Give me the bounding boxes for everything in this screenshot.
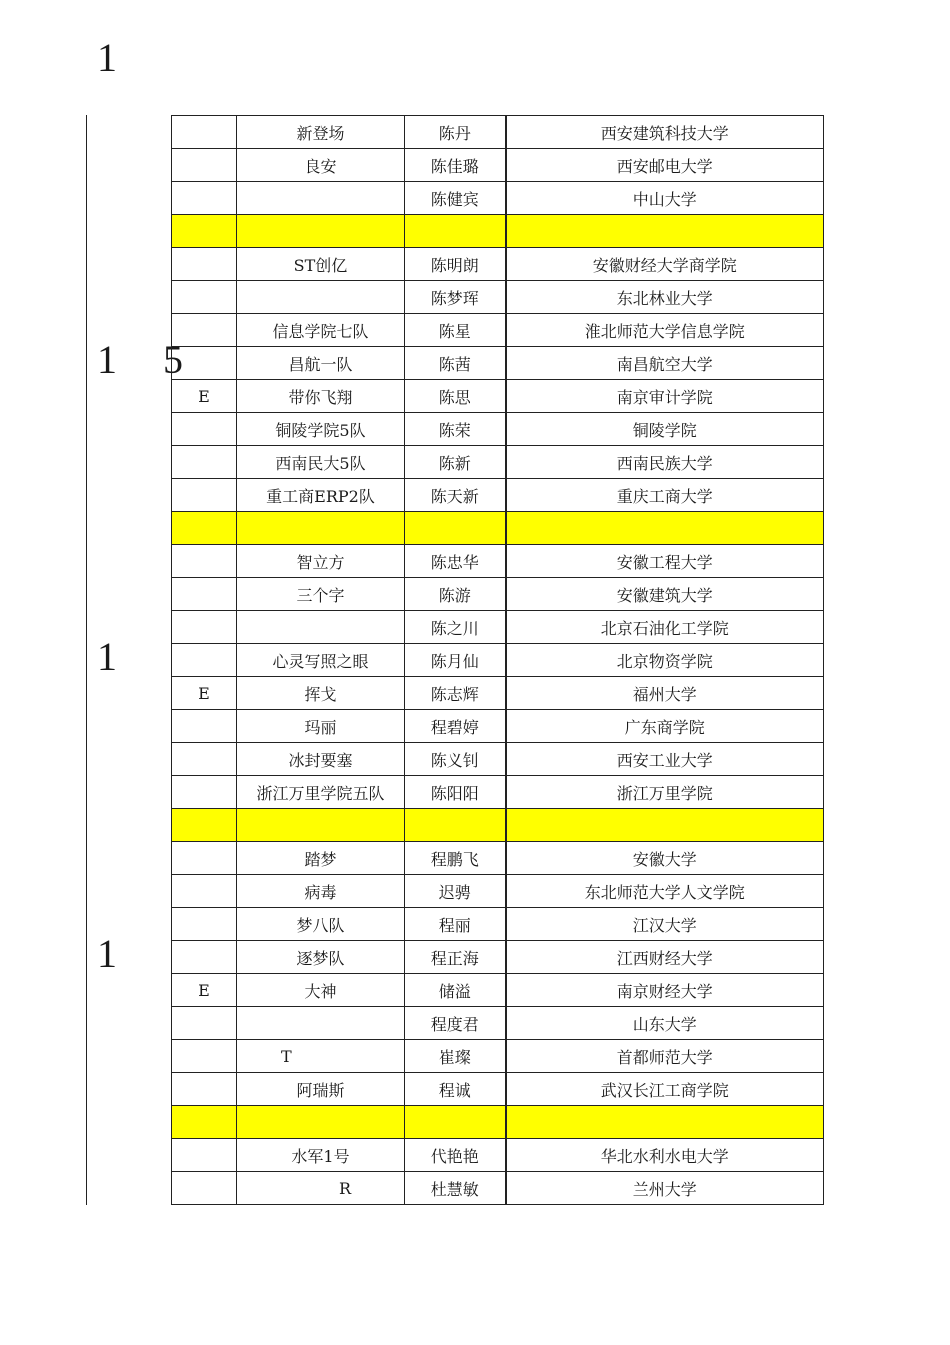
separator-cell <box>237 512 405 545</box>
table-row <box>172 842 824 875</box>
school-cell: 安徽建筑大学 <box>506 578 824 611</box>
table-row <box>172 281 824 314</box>
team-cell: 重工商ERP2队 <box>237 479 405 512</box>
team-cell: 玛丽 <box>237 710 405 743</box>
school-cell: 武汉长江工商学院 <box>506 1073 824 1106</box>
mark-cell <box>172 545 237 578</box>
school-cell: 西安建筑科技大学 <box>506 116 824 149</box>
separator-cell <box>506 809 824 842</box>
school-cell: 安徽大学 <box>506 842 824 875</box>
table-row <box>172 1073 824 1106</box>
team-cell: 铜陵学院5队 <box>237 413 405 446</box>
name-cell: 陈之川 <box>405 611 506 644</box>
table-row <box>172 743 824 776</box>
separator-cell <box>405 809 506 842</box>
group-label-2: 5 <box>163 337 183 382</box>
name-cell: 陈新 <box>405 446 506 479</box>
school-cell: 首都师范大学 <box>506 1040 824 1073</box>
name-cell: 陈茜 <box>405 347 506 380</box>
name-cell: 陈义钊 <box>405 743 506 776</box>
mark-cell <box>172 743 237 776</box>
mark-cell <box>172 149 237 182</box>
separator-cell <box>172 215 237 248</box>
table-row <box>172 116 824 149</box>
table-row <box>172 677 824 710</box>
school-cell: 广东商学院 <box>506 710 824 743</box>
separator-cell <box>405 512 506 545</box>
mark-cell <box>172 281 237 314</box>
table-row <box>172 1007 824 1040</box>
mark-cell <box>172 875 237 908</box>
mark-cell: E <box>172 677 237 710</box>
mark-cell <box>172 1073 237 1106</box>
name-cell: 迟骋 <box>405 875 506 908</box>
mark-cell: E <box>172 380 237 413</box>
table-row <box>172 578 824 611</box>
table-row <box>172 776 824 809</box>
mark-cell <box>172 710 237 743</box>
table-row <box>172 710 824 743</box>
name-cell: 陈丹 <box>405 116 506 149</box>
school-cell: 北京石油化工学院 <box>506 611 824 644</box>
mark-cell <box>172 182 237 215</box>
school-cell: 东北师范大学人文学院 <box>506 875 824 908</box>
mark-cell <box>172 248 237 281</box>
separator-cell <box>172 1106 237 1139</box>
team-cell: 良安 <box>237 149 405 182</box>
table-row <box>172 1172 824 1205</box>
table-row <box>172 1139 824 1172</box>
team-cell: 水军1号 <box>237 1139 405 1172</box>
table-row <box>172 149 824 182</box>
school-cell: 兰州大学 <box>506 1172 824 1205</box>
school-cell: 中山大学 <box>506 182 824 215</box>
team-cell: 心灵写照之眼 <box>237 644 405 677</box>
team-cell <box>237 182 405 215</box>
name-cell: 代艳艳 <box>405 1139 506 1172</box>
group-label-4: 1 <box>97 931 117 976</box>
team-cell: 西南民大5队 <box>237 446 405 479</box>
name-cell: 程度君 <box>405 1007 506 1040</box>
mark-cell <box>172 1040 237 1073</box>
mark-cell <box>172 347 237 380</box>
group-separator-row <box>172 512 824 545</box>
team-cell: 踏梦 <box>237 842 405 875</box>
name-cell: 陈阳阳 <box>405 776 506 809</box>
name-cell: 陈佳璐 <box>405 149 506 182</box>
separator-cell <box>237 215 405 248</box>
name-cell: 陈星 <box>405 314 506 347</box>
name-cell: 陈月仙 <box>405 644 506 677</box>
school-cell: 福州大学 <box>506 677 824 710</box>
table-row <box>172 908 824 941</box>
separator-cell <box>172 512 237 545</box>
separator-cell <box>405 215 506 248</box>
name-cell: 陈明朗 <box>405 248 506 281</box>
school-cell: 江西财经大学 <box>506 941 824 974</box>
mark-cell <box>172 479 237 512</box>
separator-cell <box>506 512 824 545</box>
table-row <box>172 182 824 215</box>
mark-cell <box>172 842 237 875</box>
group-column-rule <box>86 115 87 1205</box>
team-cell: 病毒 <box>237 875 405 908</box>
table-row <box>172 875 824 908</box>
school-cell: 南京审计学院 <box>506 380 824 413</box>
name-cell: 崔璨 <box>405 1040 506 1073</box>
roster-table <box>171 115 824 1205</box>
team-cell <box>237 281 405 314</box>
mark-cell: E <box>172 974 237 1007</box>
name-cell: 陈天新 <box>405 479 506 512</box>
name-cell: 程碧婷 <box>405 710 506 743</box>
mark-cell <box>172 644 237 677</box>
mark-cell <box>172 1139 237 1172</box>
table-row <box>172 644 824 677</box>
name-cell: 陈梦珲 <box>405 281 506 314</box>
school-cell: 安徽财经大学商学院 <box>506 248 824 281</box>
team-cell: 三个字 <box>237 578 405 611</box>
mark-cell <box>172 1007 237 1040</box>
table-row <box>172 611 824 644</box>
team-cell: 大神 <box>237 974 405 1007</box>
group-separator-row <box>172 809 824 842</box>
school-cell: 南昌航空大学 <box>506 347 824 380</box>
team-cell: 浙江万里学院五队 <box>237 776 405 809</box>
mark-cell <box>172 1172 237 1205</box>
name-cell: 陈志辉 <box>405 677 506 710</box>
mark-cell <box>172 908 237 941</box>
table-row <box>172 446 824 479</box>
mark-cell <box>172 446 237 479</box>
table-row <box>172 974 824 1007</box>
table-row <box>172 941 824 974</box>
group-label-1: 1 <box>97 337 117 382</box>
separator-cell <box>405 1106 506 1139</box>
table-row <box>172 1040 824 1073</box>
separator-cell <box>506 1106 824 1139</box>
group-label-3: 1 <box>97 634 117 679</box>
school-cell: 山东大学 <box>506 1007 824 1040</box>
team-cell <box>237 611 405 644</box>
school-cell: 浙江万里学院 <box>506 776 824 809</box>
mark-cell <box>172 776 237 809</box>
table-row <box>172 248 824 281</box>
separator-cell <box>506 215 824 248</box>
name-cell: 陈忠华 <box>405 545 506 578</box>
table-row <box>172 413 824 446</box>
school-cell: 西安邮电大学 <box>506 149 824 182</box>
name-cell: 程鹏飞 <box>405 842 506 875</box>
roster-body <box>172 116 824 1205</box>
name-cell: 杜慧敏 <box>405 1172 506 1205</box>
school-cell: 东北林业大学 <box>506 281 824 314</box>
name-cell: 陈荣 <box>405 413 506 446</box>
table-row <box>172 314 824 347</box>
team-cell: 信息学院七队 <box>237 314 405 347</box>
school-cell: 江汉大学 <box>506 908 824 941</box>
team-cell: 梦八队 <box>237 908 405 941</box>
team-cell: 阿瑞斯 <box>237 1073 405 1106</box>
mark-cell <box>172 941 237 974</box>
team-cell: 冰封要塞 <box>237 743 405 776</box>
school-cell: 淮北师范大学信息学院 <box>506 314 824 347</box>
table-row <box>172 380 824 413</box>
name-cell: 陈游 <box>405 578 506 611</box>
name-cell: 程正海 <box>405 941 506 974</box>
name-cell: 程诚 <box>405 1073 506 1106</box>
table-row <box>172 347 824 380</box>
name-cell: 程丽 <box>405 908 506 941</box>
table-row <box>172 479 824 512</box>
team-cell: ST创亿 <box>237 248 405 281</box>
group-separator-row <box>172 215 824 248</box>
mark-cell <box>172 314 237 347</box>
page-number: 1 <box>97 35 117 80</box>
school-cell: 华北水利水电大学 <box>506 1139 824 1172</box>
mark-cell <box>172 611 237 644</box>
separator-cell <box>237 1106 405 1139</box>
school-cell: 重庆工商大学 <box>506 479 824 512</box>
team-cell: 逐梦队 <box>237 941 405 974</box>
name-cell: 陈健宾 <box>405 182 506 215</box>
team-cell: T <box>237 1040 405 1073</box>
table-row <box>172 545 824 578</box>
mark-cell <box>172 413 237 446</box>
school-cell: 安徽工程大学 <box>506 545 824 578</box>
mark-cell <box>172 116 237 149</box>
name-cell: 储溢 <box>405 974 506 1007</box>
name-cell: 陈思 <box>405 380 506 413</box>
team-cell: 挥戈 <box>237 677 405 710</box>
school-cell: 北京物资学院 <box>506 644 824 677</box>
team-cell: 智立方 <box>237 545 405 578</box>
school-cell: 西安工业大学 <box>506 743 824 776</box>
group-separator-row <box>172 1106 824 1139</box>
team-cell <box>237 1007 405 1040</box>
team-cell: R <box>237 1172 405 1205</box>
mark-cell <box>172 578 237 611</box>
team-cell: 带你飞翔 <box>237 380 405 413</box>
team-cell: 昌航一队 <box>237 347 405 380</box>
school-cell: 南京财经大学 <box>506 974 824 1007</box>
school-cell: 西南民族大学 <box>506 446 824 479</box>
team-cell: 新登场 <box>237 116 405 149</box>
school-cell: 铜陵学院 <box>506 413 824 446</box>
separator-cell <box>237 809 405 842</box>
separator-cell <box>172 809 237 842</box>
